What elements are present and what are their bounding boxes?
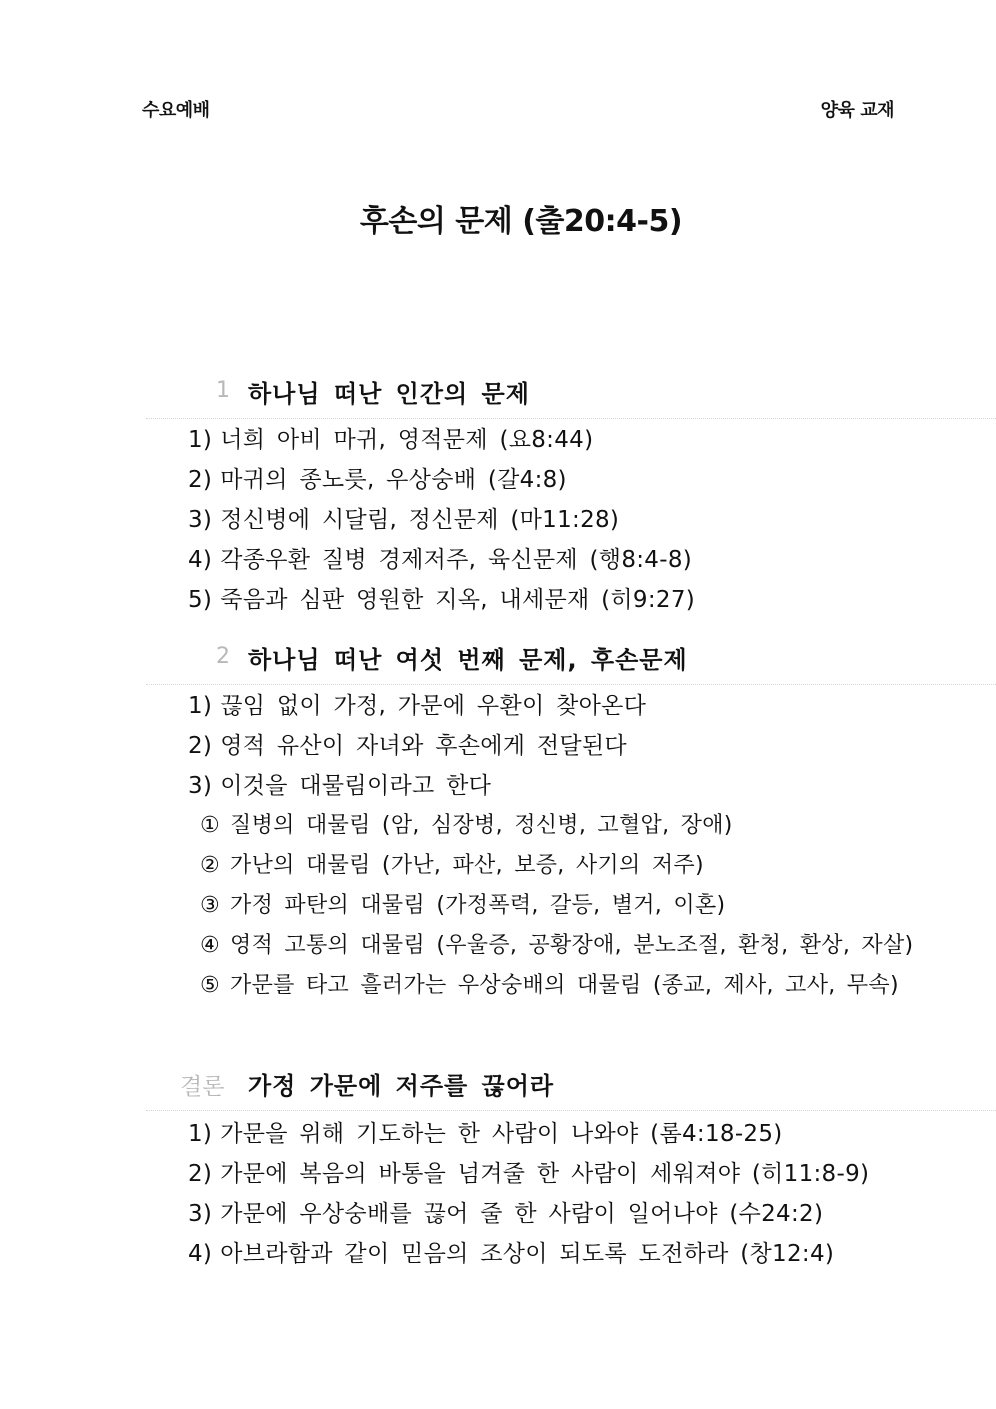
section-2-sublist xyxy=(200,806,913,1006)
list-marker: ① xyxy=(200,813,221,838)
list-marker: ② xyxy=(200,853,221,878)
list-item-text: 너희 아비 마귀, 영적문제 (요8:44) xyxy=(220,427,594,453)
list-marker: 3) xyxy=(188,773,213,799)
list-marker: 5) xyxy=(188,587,213,613)
list-item xyxy=(188,420,695,460)
list-item-text: 가정 파탄의 대물림 (가정폭력, 갈등, 별거, 이혼) xyxy=(230,893,726,918)
list-marker: 3) xyxy=(188,1201,213,1227)
list-marker: 1) xyxy=(188,427,213,453)
section-divider xyxy=(146,418,996,419)
list-marker: 1) xyxy=(188,693,213,719)
list-marker: ④ xyxy=(200,933,221,958)
sub-list-item xyxy=(200,806,913,846)
section-2-heading: 하나님 떠난 여섯 번째 문제, 후손문제 xyxy=(248,646,688,674)
section-1-list xyxy=(188,420,695,620)
section-divider xyxy=(146,1110,996,1111)
list-item-text: 가문에 우상숭배를 끊어 줄 한 사람이 일어나야 (수24:2) xyxy=(220,1201,824,1227)
section-1-heading: 하나님 떠난 인간의 문제 xyxy=(248,380,530,408)
list-item-text: 죽음과 심판 영원한 지옥, 내세문재 (히9:27) xyxy=(220,587,696,613)
section-1-number: 1 xyxy=(216,378,230,403)
list-item-text: 가문에 복음의 바통을 넘겨줄 한 사람이 세워져야 (히11:8-9) xyxy=(220,1161,870,1187)
list-item-text: 영적 고통의 대물림 (우울증, 공황장애, 분노조절, 환청, 환상, 자살) xyxy=(230,933,914,958)
section-2-header xyxy=(0,640,996,676)
list-marker: 4) xyxy=(188,547,213,573)
page-title: 후손의 문제 (출20:4-5) xyxy=(359,204,683,239)
list-marker: 2) xyxy=(188,733,213,759)
header-right-label: 양육 교재 xyxy=(820,100,894,121)
section-2-number: 2 xyxy=(216,644,230,669)
conclusion-header xyxy=(0,1066,996,1102)
list-item-text: 질병의 대물림 (암, 심장병, 정신병, 고혈압, 장애) xyxy=(230,813,733,838)
list-item xyxy=(188,686,646,726)
header-left-label: 수요예배 xyxy=(142,100,210,121)
section-divider xyxy=(146,684,996,685)
list-item-text: 정신병에 시달림, 정신문제 (마11:28) xyxy=(220,507,620,533)
list-marker: ③ xyxy=(200,893,221,918)
list-item xyxy=(188,500,695,540)
list-marker: ⑤ xyxy=(200,973,221,998)
list-item-text: 이것을 대물림이라고 한다 xyxy=(220,773,492,799)
list-item xyxy=(188,460,695,500)
list-item-text: 끊임 없이 가정, 가문에 우환이 찾아온다 xyxy=(220,693,647,719)
list-marker: 2) xyxy=(188,1161,213,1187)
section-2-list xyxy=(188,686,646,806)
sub-list-item xyxy=(200,926,913,966)
list-item-text: 영적 유산이 자녀와 후손에게 전달된다 xyxy=(220,733,627,759)
list-item xyxy=(188,766,646,806)
list-item xyxy=(188,1154,869,1194)
sub-list-item xyxy=(200,846,913,886)
list-item xyxy=(188,726,646,766)
list-item-text: 가문을 위해 기도하는 한 사람이 나와야 (롬4:18-25) xyxy=(220,1121,783,1147)
list-marker: 3) xyxy=(188,507,213,533)
conclusion-label: 결론 xyxy=(180,1074,225,1100)
sub-list-item xyxy=(200,886,913,926)
list-item-text: 가난의 대물림 (가난, 파산, 보증, 사기의 저주) xyxy=(230,853,704,878)
list-item xyxy=(188,580,695,620)
list-marker: 4) xyxy=(188,1241,213,1267)
list-item xyxy=(188,1114,869,1154)
list-marker: 1) xyxy=(188,1121,213,1147)
conclusion-heading: 가정 가문에 저주를 끊어라 xyxy=(248,1072,555,1100)
sub-list-item xyxy=(200,966,913,1006)
list-item-text: 마귀의 종노릇, 우상숭배 (갈4:8) xyxy=(220,467,567,493)
section-1-header xyxy=(0,374,996,410)
list-item xyxy=(188,1194,869,1234)
list-item-text: 가문를 타고 흘러가는 우상숭배의 대물림 (종교, 제사, 고사, 무속) xyxy=(230,973,899,998)
list-item xyxy=(188,1234,869,1274)
list-item-text: 아브라함과 같이 믿음의 조상이 되도록 도전하라 (창12:4) xyxy=(220,1241,835,1267)
list-marker: 2) xyxy=(188,467,213,493)
list-item-text: 각종우환 질병 경제저주, 육신문제 (행8:4-8) xyxy=(220,547,693,573)
conclusion-list xyxy=(188,1114,869,1274)
list-item xyxy=(188,540,695,580)
